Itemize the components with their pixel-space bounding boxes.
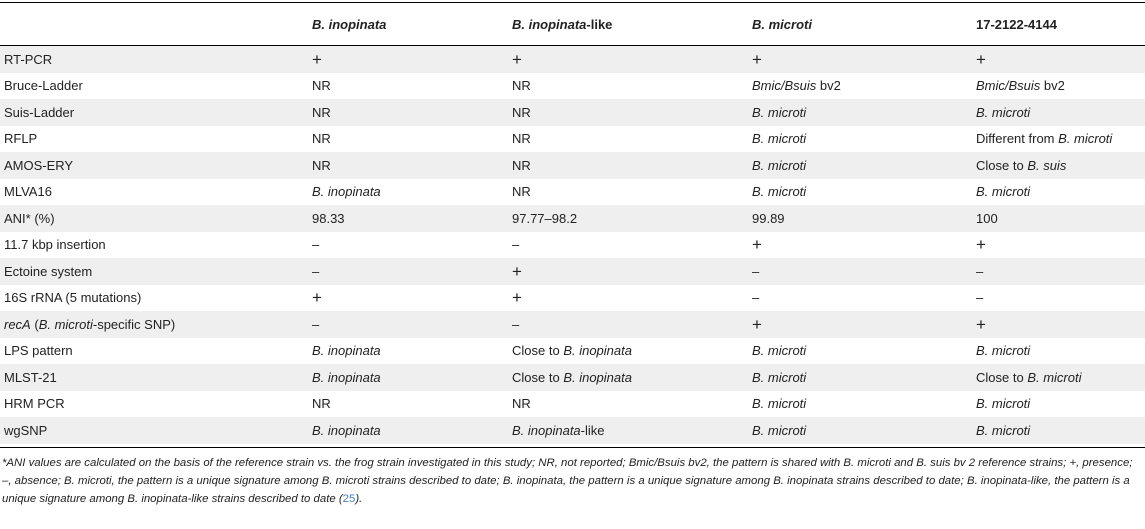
comparison-table bbox=[0, 2, 1145, 444]
row-label: RT-PCR bbox=[0, 46, 312, 73]
table-figure bbox=[0, 2, 1145, 529]
cell: NR bbox=[512, 152, 752, 179]
cell: NR bbox=[512, 179, 752, 206]
row-label: ANI* (%) bbox=[0, 205, 312, 232]
cell bbox=[976, 364, 1145, 391]
cell: NR bbox=[512, 73, 752, 100]
cell: NR bbox=[312, 126, 512, 153]
cell: 100 bbox=[976, 205, 1145, 232]
cell: – bbox=[312, 258, 512, 285]
header-b-inopinata-like bbox=[512, 3, 752, 46]
row-label: Ectoine system bbox=[0, 258, 312, 285]
cell-italic: B. inopinata bbox=[563, 343, 632, 359]
table-row bbox=[0, 364, 1145, 391]
cell: NR bbox=[312, 73, 512, 100]
cell: – bbox=[976, 285, 1145, 312]
cell: + bbox=[512, 46, 752, 73]
table-row bbox=[0, 311, 1145, 338]
header-b-microti: B. microti bbox=[752, 3, 976, 46]
row-label: Suis-Ladder bbox=[0, 99, 312, 126]
cell: – bbox=[752, 285, 976, 312]
cell-italic: Bmic/Bsuis bbox=[752, 78, 817, 94]
cell: – bbox=[976, 258, 1145, 285]
table-row bbox=[0, 338, 1145, 365]
table-row bbox=[0, 258, 1145, 285]
cell: – bbox=[752, 258, 976, 285]
cell: 99.89 bbox=[752, 205, 976, 232]
row-label: AMOS-ERY bbox=[0, 152, 312, 179]
cell bbox=[976, 152, 1145, 179]
header-b-inopinata-like-suffix: -like bbox=[586, 16, 613, 32]
table-row bbox=[0, 73, 1145, 100]
cell: + bbox=[312, 46, 512, 73]
cell-text: Close to bbox=[976, 369, 1028, 385]
cell: B. microti bbox=[976, 179, 1145, 206]
header-b-inopinata-like-italic: B. inopinata bbox=[512, 16, 587, 32]
table-row bbox=[0, 285, 1145, 312]
row-label: wgSNP bbox=[0, 417, 312, 444]
cell-text: Different from bbox=[976, 131, 1059, 147]
header-strain-17-2122-4144: 17-2122-4144 bbox=[976, 3, 1145, 46]
cell: + bbox=[752, 46, 976, 73]
table-row bbox=[0, 152, 1145, 179]
cell-italic: B. suis bbox=[1027, 157, 1067, 173]
header-empty bbox=[0, 3, 312, 46]
row-label: Bruce-Ladder bbox=[0, 73, 312, 100]
cell: NR bbox=[512, 391, 752, 418]
cell: B. microti bbox=[976, 417, 1145, 444]
label-italic: recA bbox=[4, 316, 31, 332]
cell bbox=[752, 73, 976, 100]
table-bottom-rule bbox=[0, 447, 1145, 448]
cell-text: Close to bbox=[976, 157, 1028, 173]
cell: – bbox=[312, 232, 512, 259]
cell bbox=[976, 73, 1145, 100]
table-row bbox=[0, 126, 1145, 153]
footnote-reference-link[interactable]: 25 bbox=[342, 493, 356, 505]
row-label: MLVA16 bbox=[0, 179, 312, 206]
cell: B. microti bbox=[752, 179, 976, 206]
row-label bbox=[0, 311, 312, 338]
cell: B. microti bbox=[752, 364, 976, 391]
footnote-end: ). bbox=[355, 493, 363, 505]
cell bbox=[512, 364, 752, 391]
cell: NR bbox=[512, 126, 752, 153]
cell: NR bbox=[312, 391, 512, 418]
table-footnote bbox=[0, 454, 1142, 508]
cell: NR bbox=[312, 99, 512, 126]
cell: – bbox=[512, 311, 752, 338]
row-label: MLST-21 bbox=[0, 364, 312, 391]
cell bbox=[512, 338, 752, 365]
cell: B. microti bbox=[752, 417, 976, 444]
table-row bbox=[0, 205, 1145, 232]
table-row bbox=[0, 99, 1145, 126]
cell: + bbox=[512, 285, 752, 312]
table-row bbox=[0, 232, 1145, 259]
cell: B. inopinata bbox=[312, 364, 512, 391]
cell: – bbox=[512, 232, 752, 259]
row-label: 16S rRNA (5 mutations) bbox=[0, 285, 312, 312]
table-row bbox=[0, 179, 1145, 206]
table-row bbox=[0, 46, 1145, 73]
header-b-inopinata: B. inopinata bbox=[312, 3, 512, 46]
cell: + bbox=[312, 285, 512, 312]
cell: + bbox=[976, 311, 1145, 338]
cell: B. inopinata bbox=[312, 179, 512, 206]
cell-text: Close to bbox=[512, 369, 564, 385]
cell-text: -like bbox=[580, 422, 605, 438]
cell: 97.77–98.2 bbox=[512, 205, 752, 232]
label-text: ( bbox=[30, 316, 39, 332]
footnote-text: *ANI values are calculated on the basis of the reference strain vs. the frog strain investigated in this study; NR, not reported; Bmic/Bsuis bv2, the pattern is shared with B. microti and B. suis bv 2 reference strains; +, presence; –, absence; B. microti, the pattern is a unique signature among B. microti strains described to date; B. inopinata, the pattern is a unique signature among B. inopinata strains described to date; B. inopinata-like, the pattern is a unique signature among B. inopinata-like strains described to date ( bbox=[2, 457, 1133, 505]
cell: B. microti bbox=[752, 391, 976, 418]
cell-text: Close to bbox=[512, 343, 564, 359]
cell: – bbox=[312, 311, 512, 338]
cell-italic: B. microti bbox=[1027, 369, 1082, 385]
table-row bbox=[0, 391, 1145, 418]
row-label: LPS pattern bbox=[0, 338, 312, 365]
cell: + bbox=[752, 311, 976, 338]
cell-italic: Bmic/Bsuis bbox=[976, 78, 1041, 94]
cell: B. microti bbox=[976, 391, 1145, 418]
row-label: HRM PCR bbox=[0, 391, 312, 418]
cell: B. microti bbox=[976, 99, 1145, 126]
cell-text: bv2 bbox=[1040, 78, 1065, 94]
cell-italic: B. inopinata bbox=[512, 422, 581, 438]
row-label: RFLP bbox=[0, 126, 312, 153]
cell-italic: B. microti bbox=[1058, 131, 1113, 147]
cell: B. inopinata bbox=[312, 338, 512, 365]
label-italic: B. microti bbox=[38, 316, 93, 332]
cell: + bbox=[512, 258, 752, 285]
cell: B. microti bbox=[752, 338, 976, 365]
table-header-row bbox=[0, 3, 1145, 46]
cell: B. microti bbox=[752, 152, 976, 179]
row-label: 11.7 kbp insertion bbox=[0, 232, 312, 259]
cell: + bbox=[752, 232, 976, 259]
cell: + bbox=[976, 232, 1145, 259]
cell: 98.33 bbox=[312, 205, 512, 232]
cell: NR bbox=[512, 99, 752, 126]
cell bbox=[512, 417, 752, 444]
cell bbox=[976, 126, 1145, 153]
cell-text: bv2 bbox=[816, 78, 841, 94]
table-row bbox=[0, 417, 1145, 444]
cell: NR bbox=[312, 152, 512, 179]
cell: B. microti bbox=[752, 126, 976, 153]
cell: B. inopinata bbox=[312, 417, 512, 444]
cell-italic: B. inopinata bbox=[563, 369, 632, 385]
cell: B. microti bbox=[752, 99, 976, 126]
cell: + bbox=[976, 46, 1145, 73]
label-text: -specific SNP) bbox=[92, 316, 176, 332]
cell: B. microti bbox=[976, 338, 1145, 365]
